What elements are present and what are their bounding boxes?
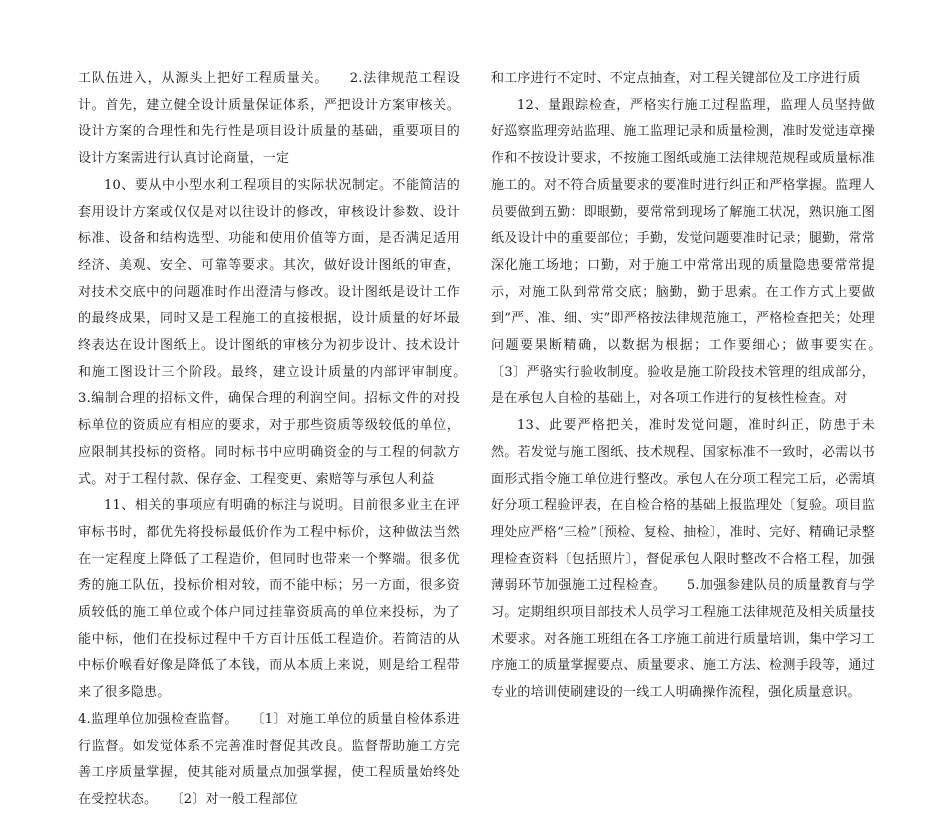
paragraph-11: 11、相关的事项应有明确的标注与说明。目前很多业主在评审标书时，都优先将投标最低价作为工程中标价，这种做法当然在一定程度上降低了工程造价，但同时也带来一个弊端。很多优秀的施工队伍，投标价相对较，而不能中标；另一方面，很多资质较低的施工单位或个体户同过挂靠资质高的单位来投标，为了能中标，他们在投标过程中千方百计压低工程造价。若简洁的从中标价喉看好像是降低了本钱，而从本质上来说，则是给工程带来了很多隐患。 bbox=[78, 498, 460, 701]
paragraph-supervision: 4.监理单位加强检查监督。 〔1〕对施工单位的质量自检体系进行监督。如发觉体系不完善准时督促其改良。监督帮助施工方完善工序质量掌握，使其能对质量点加强掌握，使工程质量始终处在受控状态。 〔2〕对一般工程部位 bbox=[78, 711, 460, 807]
paragraph-12: 12、量跟踪检查，严格实行施工过程监理，监理人员坚持做好巡察监理旁站监理、施工监理记录和质量检测，准时发觉违章操作和不按设计要求，不按施工图纸或施工法律规范规程或质量标准施工的。对不符合质量要求的要准时进行纠正和严格掌握。监理人员要做到五勤：即眼勤，要常常到现场了解施工状况，熟识施工图纸及设计中的重要部位；手勤，发觉问题要准时记录；腿勤，常常深化施工场地；口勤，对于施工中常常出现的质量隐患要常常提示，对施工队到常常交底；脑勤，勤于思索。在工作方式上要做到“严、准、细、实”即严格按法律规范施工，严格检查把关；处理问题要果断精确，以数据为根据；工作要细心；做事要实在。 〔3〕严骆实行验收制度。验收是施工阶段技术管理的组成部分，是在承包人自检的基础上，对各项工作进行的复核性检查。对 bbox=[491, 97, 902, 407]
paragraph-10: 10、要从中小型水利工程项目的实际状况制定。不能简洁的套用设计方案或仅仅是对以往设计的修改，审核设计参数、设计标准、设备和结构选型、功能和使用价值等方面，是否满足适用经济、美观、安全、可靠等要求。其次，做好设计图纸的审查，对技术交底中的问题准时作出澄清与修改。设计图纸是设计工作的最终成果，同时又是工程施工的直接根据，设计质量的好坏最终表达在设计图纸上。设计图纸的审核分为初步设计、技术设计和施工图设计三个阶段。最终，建立设计质量的内部评审制度。 3.编制合理的招标文件，确保合理的利润空间。招标文件的对投标单位的资质应有相应的要求，对于那些资质等级较低的单位，应限制其投标的资格。同时标书中应明确资金的与工程的伺款方式。对于工程付款、保存金、工程变更、索赔等与承包人利益 bbox=[78, 177, 487, 487]
paragraph-continuation-inspection: 和工序进行不定时、不定点抽查，对工程关键部位及工序进行质 bbox=[491, 71, 861, 86]
left-text-column bbox=[78, 66, 487, 814]
paragraph-continuation-design: 工队伍进入，从源头上把好工程质量关。 2.法律规范工程设计。首先，建立健全设计质量保证体系，严把设计方案审核关。设计方案的合理性和先行性是项目设计质量的基础，重要项目的设计方案需进行认真讨论商量，一定 bbox=[78, 71, 460, 167]
right-text-column bbox=[491, 66, 902, 707]
paragraph-13: 13、此要严格把关，准时发觉问题，准时纠正，防患于未然。若发觉与施工图纸、技术规程、国家标准不一致时，必需以书面形式指令施工单位进行整改。承包人在分项工程完工后，必需填好分项工程验评表，在自检合格的基础上报监理处〔复验。项目监理处应严格“三检”〔预检、复检、抽检〕，准时、完好、精确记录整理检查资料〔包括照片〕，督促承包人限时整改不合格工程，加强薄弱环节加强施工过程检查。 5.加强参建队员的质量教育与学习。定期组织项目部技术人员学习工程施工法律规范及相关质量技术要求。对各施工班组在各工序施工前进行质量培训，集中学习工序施工的质量掌握要点、质量要求、施工方法、检测手段等，通过专业的培训使刷建设的一线工人明确操作流程，强化质量意识。 bbox=[491, 418, 875, 701]
